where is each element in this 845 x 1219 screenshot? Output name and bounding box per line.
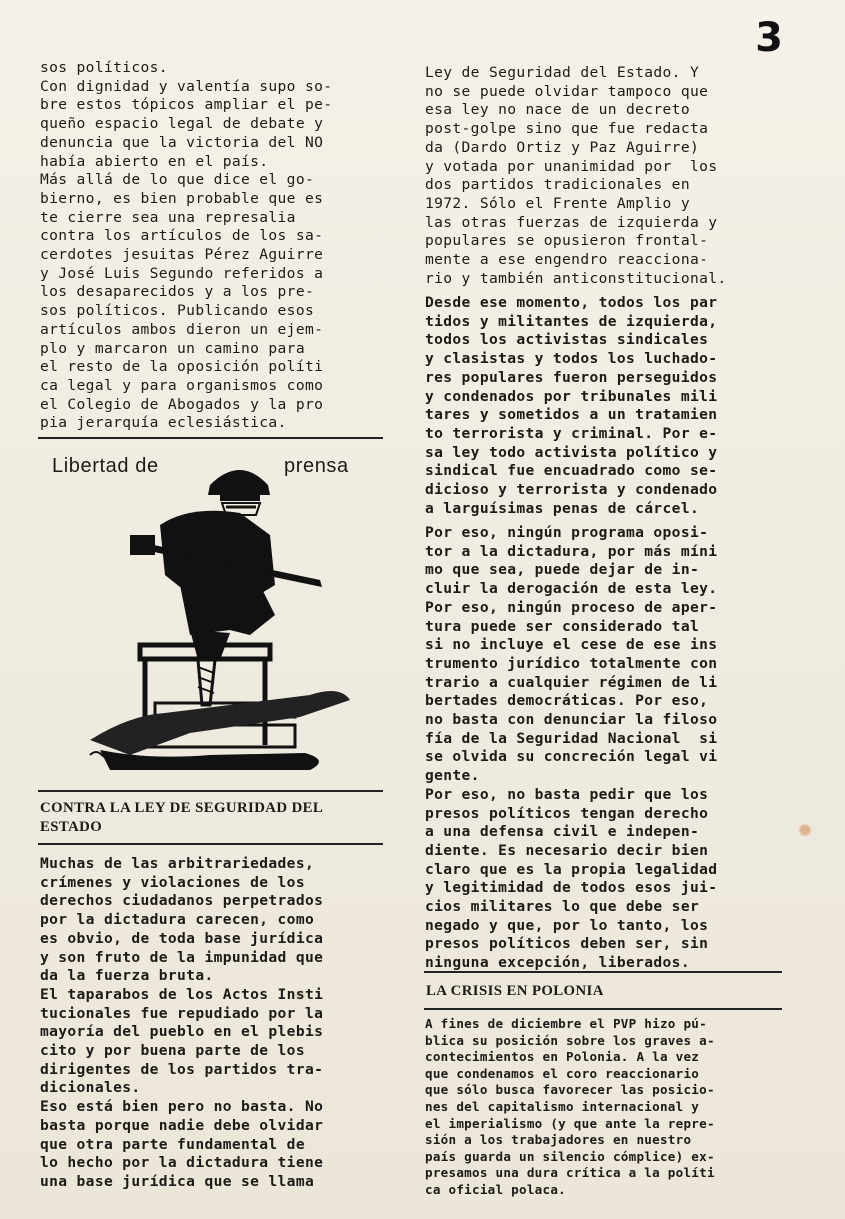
page-number: 3: [755, 15, 783, 61]
section-heading-polonia: LA CRISIS EN POLONIA: [426, 983, 604, 999]
left-section-paragraph: Muchas de las arbitrariedades, crímenes y violaciones de los derechos ciudadanos perpetrados por la dictadura carecen, como es obvio, de toda base jurídica y son fruto de la impunidad que da la fuerza bruta. El taparabos de los Actos Insti tucionales fue repudiado por la mayoría del pueblo en el plebis cito y por buena parte de los dirigentes de los partidos tra- dicionales. Eso está bien pero no basta. No basta porque nadie debe olvidar que otra parte fundamental de lo hecho por la dictadura tiene una base jurídica que se llama: [40, 855, 324, 1190]
soldier-cartoon-illustration: [70, 455, 370, 785]
cartoon-title-left: Libertad de: [52, 455, 159, 477]
right-paragraph-1: Ley de Seguridad del Estado. Y no se puede olvidar tampoco que esa ley no nace de un decreto post-golpe sino que fue redacta da (Dardo Ortiz y Paz Aguirre) y votada por unanimidad por los dos partidos tradicionales en 1972. Sólo el Frente Amplio y las otras fuerzas de izquierda y populares se opusieron frontal- mente a ese engendro reacciona- rio y también anticonstitucional.: [425, 64, 727, 287]
divider-top-cartoon: [38, 437, 383, 439]
right-paragraph-3: Por eso, ningún programa oposi- tor a la dictadura, por más míni mo que sea, puede dejar de in- cluir la derogación de esta ley. Por eso, ningún proceso de aper- tura puede ser considerado tal si no incluye el cese de ese ins trumento jurídico totalmente con trario a cualquier régimen de li bertades democráticas. Por eso, no basta con denunciar la filoso fía de la Seguridad Nacional si se olvida su concreción legal vi gente. Por eso, no basta pedir que los presos políticos tengan derecho a una defensa civil e indepen- diente. Es necesario decir bien claro que es la propia legalidad y legitimidad de todos esos jui- cios militares lo que debe ser negado y que, por lo tanto, los presos políticos deben ser, sin ninguna excepción, liberados.: [425, 524, 718, 972]
divider-polonia-top: [424, 971, 782, 973]
divider-section-bottom: [38, 843, 383, 845]
right-polonia-paragraph: A fines de diciembre el PVP hizo pú- blica su posición sobre los graves a- contecimientos en Polonia. A la vez que condenamos el coro reaccionario que sólo busca favorecer las posicio- nes del capitalismo internacional y el imperialismo (y que ante la repre- sión a los trabajadores en nuestro país guarda un silencio cómplice) ex- presamos una dura crítica a la políti ca oficial polaca.: [425, 1016, 715, 1197]
section-heading-seguridad: CONTRA LA LEY DE SEGURIDAD DEL ESTADO: [40, 800, 324, 835]
divider-section-top: [38, 790, 383, 792]
divider-polonia-bottom: [424, 1008, 782, 1010]
right-paragraph-2: Desde ese momento, todos los par tidos y militantes de izquierda, todos los activistas sindicales y clasistas y todos los luchado- res populares fueron perseguidos y condenados por tribunales mili tares y sometidos a un tratamien to terrorista y criminal. Por e- sa ley todo activista político y sindical fue encuadrado como se- dicioso y terrorista y condenado a larguísimas penas de cárcel.: [425, 294, 718, 517]
left-intro-paragraph: sos políticos. Con dignidad y valentía supo so- bre estos tópicos ampliar el pe- queño espacio legal de debate y denuncia que la victoria del NO había abierto en el país. Más allá de lo que dice el go- bierno, es bien probable que es te cierre sea una represalia contra los artículos de los sa- cerdotes jesuitas Pérez Aguirre y José Luis Segundo referidos a los desaparecidos y a los pre- sos políticos. Publicando esos artículos ambos dieron un ejem- plo y marcaron un camino para el resto de la oposición políti ca legal y para organismos como el Colegio de Abogados y la pro pia jerarquía eclesiástica.: [40, 59, 333, 432]
cartoon-title-right: prensa: [284, 455, 349, 477]
